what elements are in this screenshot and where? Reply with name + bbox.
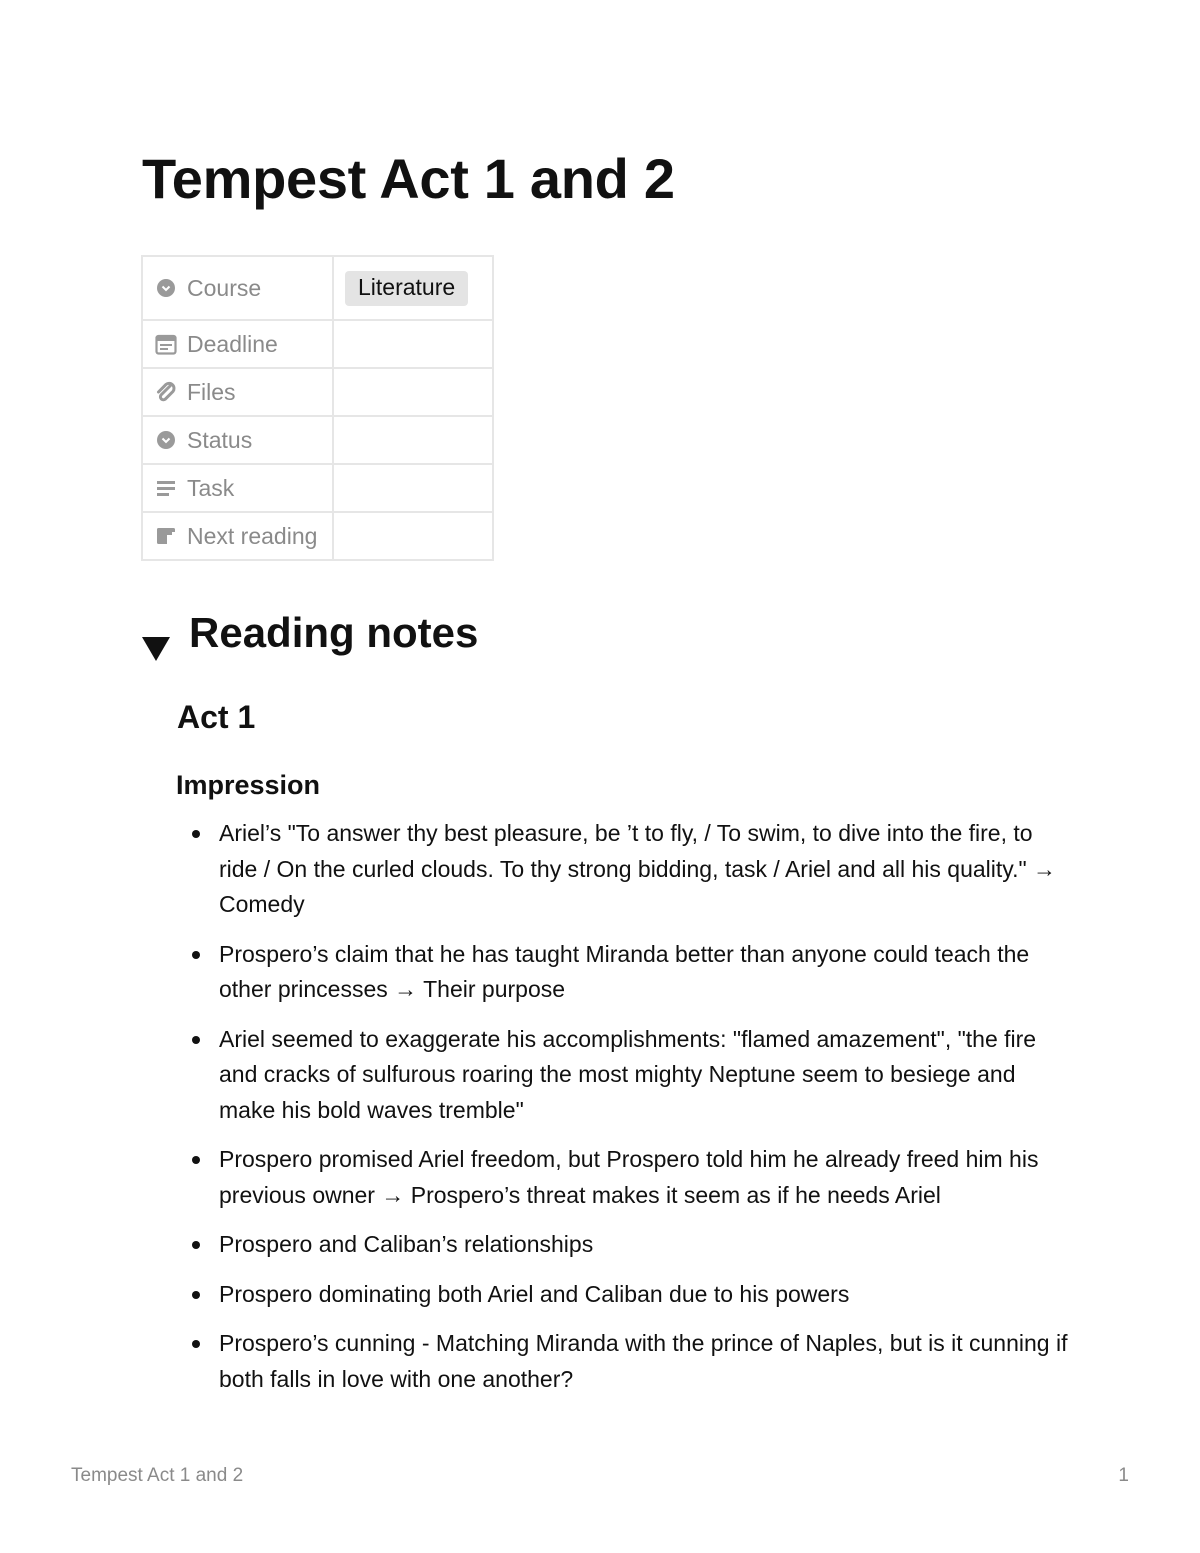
- list-item: Ariel’s "To answer thy best pleasure, be ’t to fly, / To swim, to dive into the fire, to ride / On the curled clouds. To thy strong bidding, task / Ariel and all his quality." → Comedy: [176, 816, 1076, 923]
- property-label: Status: [187, 426, 253, 453]
- list-item: Prospero promised Ariel freedom, but Prospero told him he already freed him his previous owner → Prospero’s threat makes it seem as if he needs Ariel: [176, 1142, 1076, 1213]
- property-row-course: [142, 256, 493, 320]
- act-heading: Act 1: [177, 699, 256, 735]
- list-item: Prospero’s cunning - Matching Miranda with the prince of Naples, but is it cunning if both falls in love with one another?: [176, 1326, 1076, 1397]
- reading-notes-heading: Reading notes: [189, 609, 479, 656]
- footer-page-number: 1: [1118, 1465, 1129, 1486]
- bullet-dot-icon: [192, 951, 200, 959]
- task-value[interactable]: [333, 464, 493, 512]
- bullet-dot-icon: [192, 1241, 200, 1249]
- property-label: Deadline: [187, 330, 278, 357]
- list-item: Prospero dominating both Ariel and Caliban due to his powers: [176, 1277, 1076, 1313]
- list-item: Prospero and Caliban’s relationships: [176, 1227, 1076, 1263]
- list-item: Prospero’s claim that he has taught Miranda better than anyone could teach the other princesses → Their purpose: [176, 937, 1076, 1008]
- bullet-dot-icon: [192, 1340, 200, 1348]
- property-label: Next reading: [187, 522, 318, 549]
- status-value[interactable]: [333, 416, 493, 464]
- bullet-dot-icon: [192, 1036, 200, 1044]
- property-label: Task: [187, 474, 235, 501]
- property-label: Files: [187, 378, 236, 405]
- impression-list: [176, 816, 1076, 1411]
- bullet-dot-icon: [192, 1291, 200, 1299]
- footer-title: Tempest Act 1 and 2: [71, 1465, 244, 1486]
- text-lines-icon: [155, 477, 177, 499]
- page-title: Tempest Act 1 and 2: [142, 147, 675, 210]
- property-row-deadline: [142, 320, 493, 368]
- circle-select-icon: [155, 277, 177, 299]
- bullet-dot-icon: [192, 830, 200, 838]
- circle-select-icon: [155, 429, 177, 451]
- property-label: Course: [187, 274, 262, 301]
- course-tag[interactable]: Literature: [345, 271, 468, 306]
- calendar-icon: [155, 333, 177, 355]
- bullet-dot-icon: [192, 1156, 200, 1164]
- list-item: Ariel seemed to exaggerate his accomplishments: "flamed amazement", "the fire and cracks of sulfurous roaring the most mighty Neptune seem to besiege and make his bold waves tremble": [176, 1022, 1076, 1129]
- property-row-status: [142, 416, 493, 464]
- section-heading: Impression: [176, 770, 321, 800]
- deadline-value[interactable]: [333, 320, 493, 368]
- reading-notes-toggle[interactable]: [141, 605, 478, 661]
- paperclip-icon: [155, 381, 177, 403]
- triangle-down-icon[interactable]: [141, 620, 171, 646]
- property-row-files: [142, 368, 493, 416]
- files-value[interactable]: [333, 368, 493, 416]
- properties-table: [141, 255, 494, 561]
- property-row-task: [142, 464, 493, 512]
- next-reading-value[interactable]: [333, 512, 493, 560]
- relation-icon: [155, 525, 177, 547]
- property-row-next-reading: [142, 512, 493, 560]
